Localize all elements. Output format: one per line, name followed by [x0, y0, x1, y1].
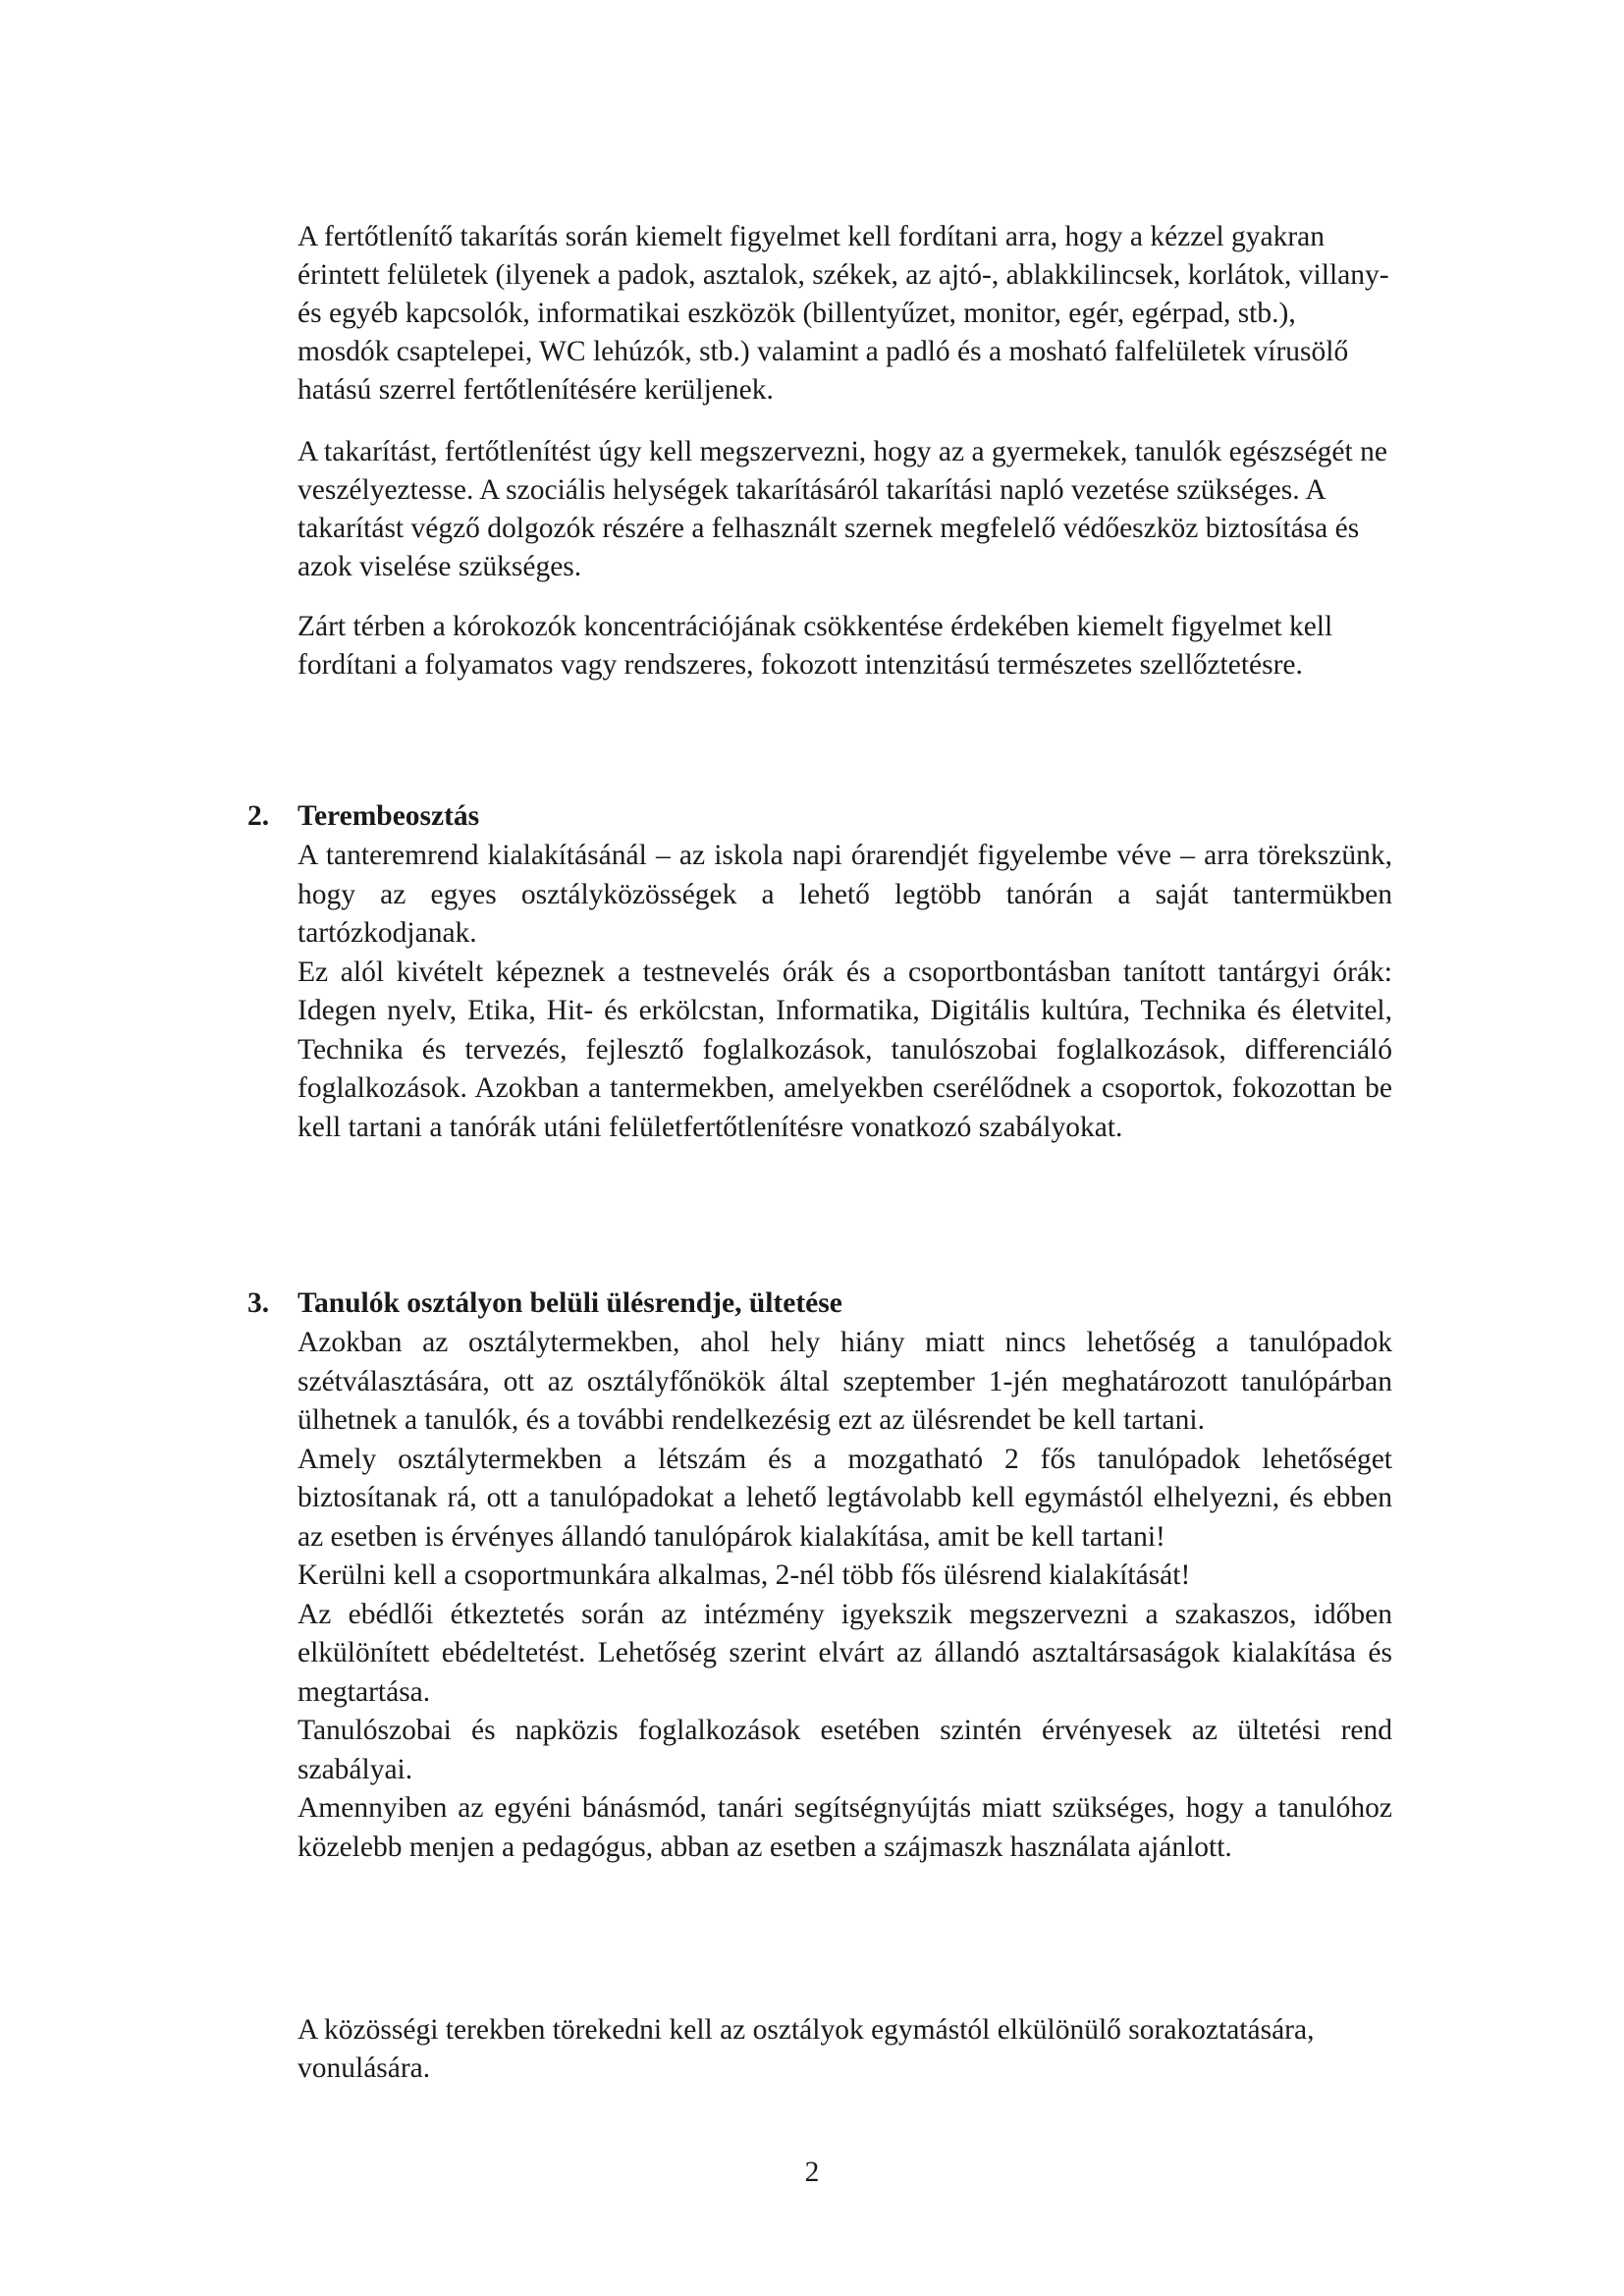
section-3-number: 3. [247, 1287, 270, 1319]
section-3-body [298, 1324, 1392, 1867]
section-2-body [298, 837, 1392, 1147]
intro-paragraph-2: A takarítást, fertőtlenítést úgy kell megszervezni, hogy az a gyermekek, tanulók egészségét ne veszélyeztesse. A szociális helységek takarításáról takarítási napló vezetése szükséges. A takarítást végző dolgozók részére a felhasznált szernek megfelelő védőeszköz biztosítása és azok viselése szükséges. [298, 436, 1387, 582]
section-3-paragraph-6: Amennyiben az egyéni bánásmód, tanári segítségnyújtás miatt szükséges, hogy a tanulóhoz közelebb menjen a pedagógus, abban az esetben a szájmaszk használata ajánlott. [298, 1792, 1392, 1863]
section-2-paragraph-2: Ez alól kivételt képeznek a testnevelés órák és a csoportbontásban tanított tantárgyi órák: Idegen nyelv, Etika, Hit- és erkölcstan, Informatika, Digitális kultúra, Technika és életvitel, Technika és tervezés, fejlesztő foglalkozások, tanulószobai foglalkozások, differenciáló foglalkozások. Azokban a tantermekben, amelyekben cserélődnek a csoportok, fokozottan be kell tartani a tanórák utáni felületfertőtlenítésre vonatkozó szabályokat. [298, 956, 1392, 1143]
section-2-number: 2. [247, 800, 270, 832]
section-2-paragraph-1: A tanteremrend kialakításánál – az iskola napi órarendjét figyelembe véve – arra törekszünk, hogy az egyes osztályközösségek a lehető legtöbb tanórán a saját tantermükben tartózkodjanak. [298, 840, 1392, 949]
section-3-paragraph-5: Tanulószobai és napközis foglalkozások esetében szintén érvényesek az ültetési rend szabályai. [298, 1715, 1392, 1785]
section-2-heading [247, 797, 1396, 836]
section-3-paragraph-1: Azokban az osztálytermekben, ahol hely hiány miatt nincs lehetőség a tanulópadok szétválasztására, ott az osztályfőnökök által szeptember 1-jén meghatározott tanulópárban ülhetnek a tanulók, és a további rendelkezésig ezt az ülésrendet be kell tartani. [298, 1327, 1392, 1436]
intro-paragraph-1: A fertőtlenítő takarítás során kiemelt figyelmet kell fordítani arra, hogy a kézzel gyakran érintett felületek (ilyenek a padok, asztalok, székek, az ajtó-, ablakkilincsek, korlátok, villany- és egyéb kapcsolók, informatikai eszközök (billentyűzet, monitor, egér, egérpad, stb.), mosdók csaptelepei, WC lehúzók, stb.) valamint a padló és a mosható falfelületek vírusölő hatású szerrel fertőtlenítésére kerüljenek. [298, 221, 1389, 406]
section-3-paragraph-3: Kerülni kell a csoportmunkára alkalmas, 2-nél több fős ülésrend kialakítását! [298, 1559, 1191, 1591]
intro-paragraph-3: Zárt térben a kórokozók koncentrációjának csökkentése érdekében kiemelt figyelmet kell fordítani a folyamatos vagy rendszeres, fokozott intenzitású természetes szellőztetésre. [298, 611, 1333, 681]
section-3-title: Tanulók osztályon belüli ülésrendje, ültetése [298, 1287, 842, 1319]
section-3-heading [247, 1285, 1396, 1323]
section-3-paragraph-4: Az ebédlői étkeztetés során az intézmény igyekszik megszervezni a szakaszos, időben elkülönített ebédeltetést. Lehetőség szerint elvárt az állandó asztaltársaságok kialakítása és megtartása. [298, 1598, 1392, 1708]
closing-paragraph: A közösségi terekben törekedni kell az osztályok egymástól elkülönülő sorakoztatására, vonulására. [298, 2014, 1315, 2084]
section-3-paragraph-2: Amely osztálytermekben a létszám és a mozgatható 2 fős tanulópadok lehetőséget biztosítanak rá, ott a tanulópadokat a lehető legtávolabb kell egymástól elhelyezni, és ebben az esetben is érvényes állandó tanulópárok kialakítása, amit be kell tartani! [298, 1443, 1392, 1553]
section-2-title: Terembeosztás [298, 800, 480, 832]
page-number: 2 [804, 2157, 820, 2188]
